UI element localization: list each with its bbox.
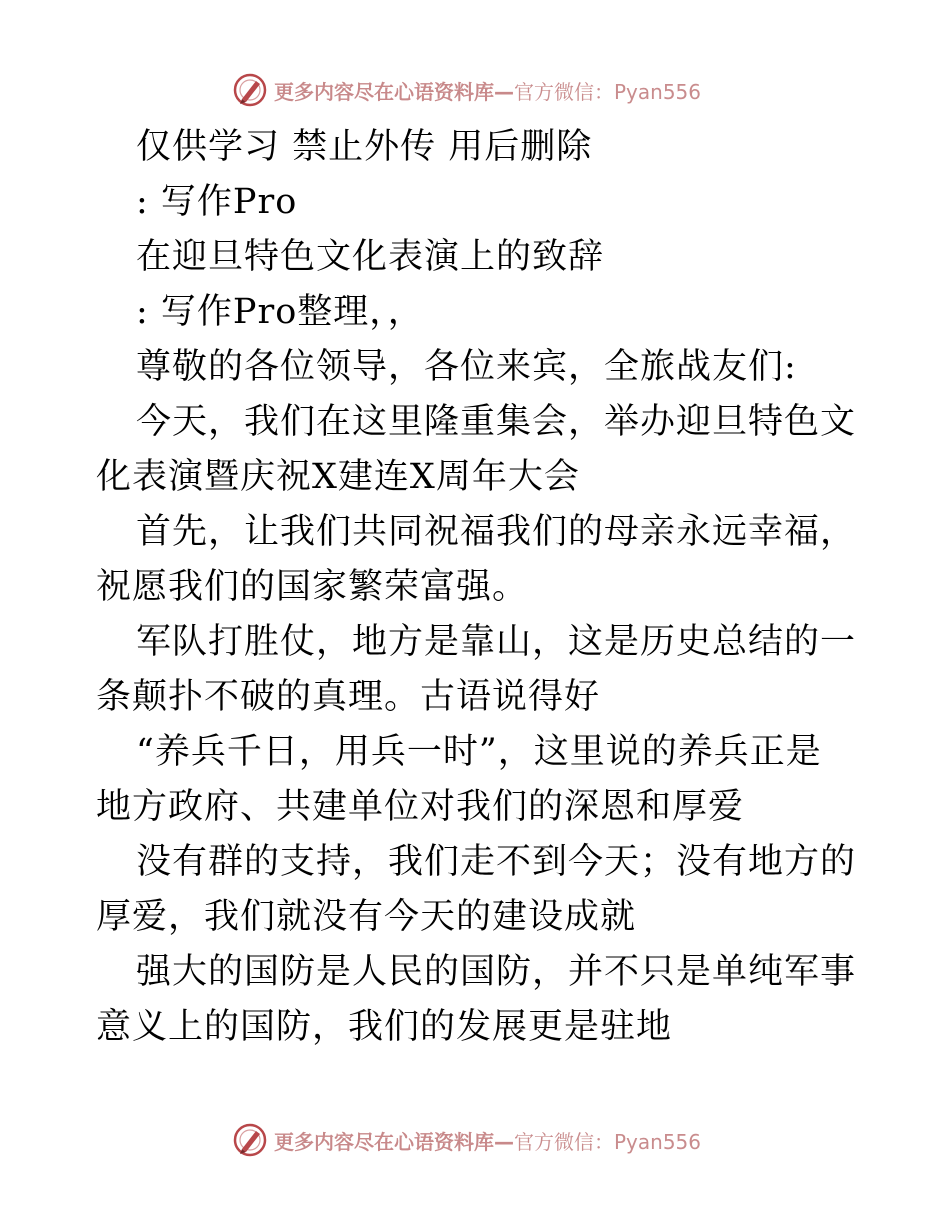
paragraph: “养兵千日，用兵一时”，这里说的养兵正是地方政府、共建单位对我们的深恩和厚爱 (96, 732, 822, 827)
document-body (96, 120, 856, 1055)
watermark-site-name: 更多内容尽在心语资料库 (274, 79, 494, 104)
paragraph: 没有群的支持，我们走不到今天；没有地方的厚爱，我们就没有今天的建设成就 (96, 842, 857, 937)
paragraph: 首先，让我们共同祝福我们的母亲永远幸福，祝愿我们的国家繁荣富强。 (96, 512, 857, 607)
footer-watermark-banner (232, 1120, 718, 1160)
paragraph: : 写作Pro整理，， (136, 292, 424, 332)
paragraph: 尊敬的各位领导，各位来宾，全旅战友们: (136, 347, 797, 387)
paragraph: 仅供学习 禁止外传 用后删除 (136, 127, 593, 167)
watermark-dash: — (494, 1129, 514, 1154)
paragraph: 在迎旦特色文化表演上的致辞 (136, 237, 605, 277)
pen-logo-icon (232, 1122, 268, 1158)
paragraph: 今天，我们在这里隆重集会，举办迎旦特色文化表演暨庆祝X建连X周年大会 (96, 402, 857, 497)
watermark-wechat: 官方微信：Pyan556 (514, 79, 702, 104)
paragraph: 军队打胜仗，地方是靠山，这是历史总结的一条颠扑不破的真理。古语说得好 (96, 622, 857, 717)
watermark-text (274, 76, 701, 105)
header-watermark-banner (232, 70, 718, 110)
pen-logo-icon (232, 72, 268, 108)
paragraph: 强大的国防是人民的国防，并不只是单纯军事意义上的国防，我们的发展更是驻地 (96, 952, 857, 1047)
watermark-site-name: 更多内容尽在心语资料库 (274, 1129, 494, 1154)
watermark-wechat: 官方微信：Pyan556 (514, 1129, 702, 1154)
watermark-text (274, 1126, 701, 1155)
paragraph: : 写作Pro (136, 182, 298, 222)
watermark-dash: — (494, 79, 514, 104)
